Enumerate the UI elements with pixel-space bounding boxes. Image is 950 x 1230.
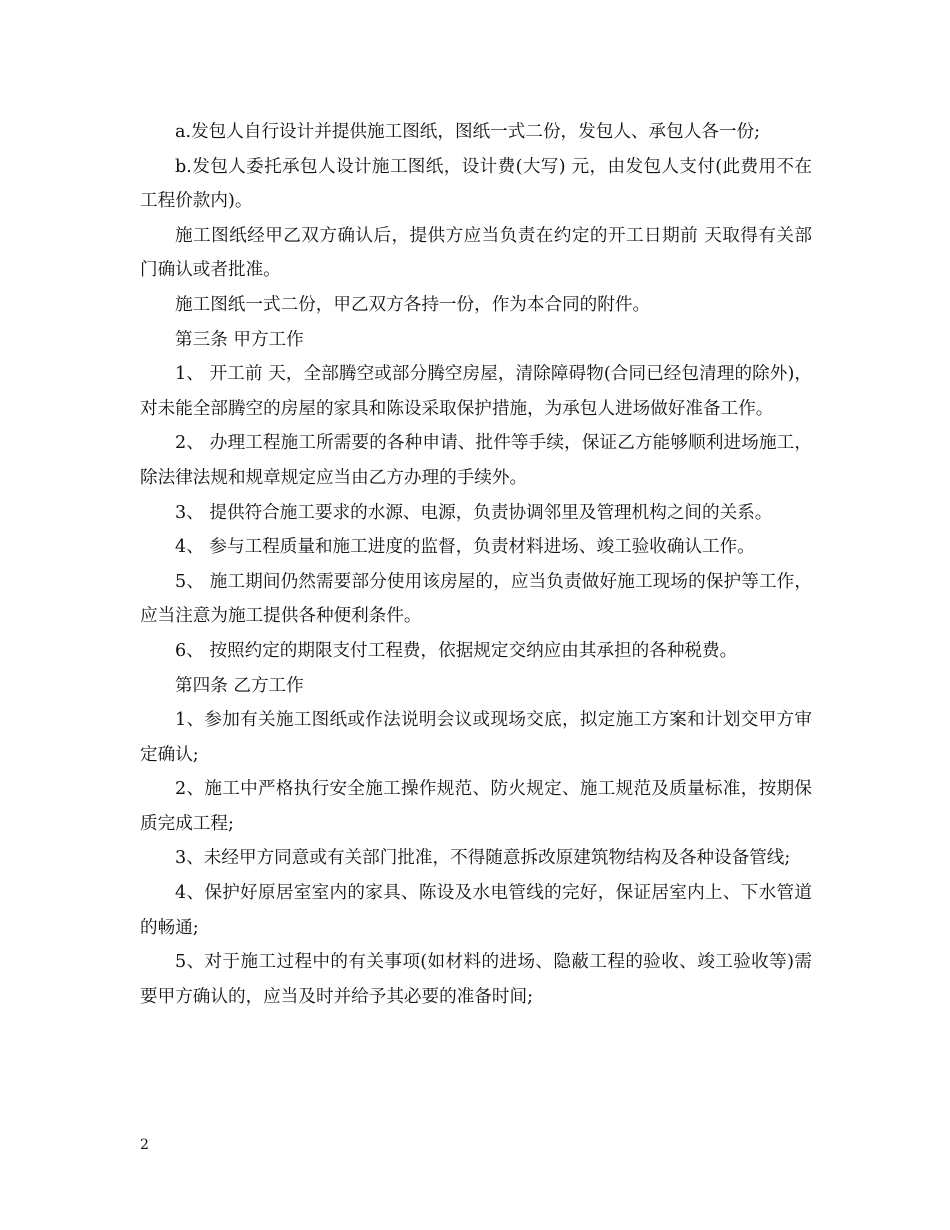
party-a-duty-1: 1、 开工前 天，全部腾空或部分腾空房屋，清除障碍物(合同已经包清理的除外)，对未能全部腾空的房屋的家具和陈设采取保护措施，为承包人进场做好准备工作。 [140, 364, 812, 419]
party-a-duty-5: 5、 施工期间仍然需要部分使用该房屋的，应当负责做好施工现场的保护等工作，应当注意为施工提供各种便利条件。 [140, 571, 812, 627]
party-b-duty-5: 5、对于施工过程中的有关事项(如材料的进场、隐蔽工程的验收、竣工验收等)需要甲方确认的，应当及时并给予其必要的准备时间; [140, 952, 812, 1007]
party-b-duty-4: 4、保护好原居室室内的家具、陈设及水电管线的完好，保证居室内上、下水管道的畅通; [140, 883, 812, 938]
party-b-duty-2: 2、施工中严格执行安全施工操作规范、防火规定、施工规范及质量标准，按期保质完成工程; [140, 779, 812, 834]
section-heading-party-a-duties: 第三条 甲方工作 [175, 329, 304, 350]
party-a-duty-3: 3、 提供符合施工要求的水源、电源，负责协调邻里及管理机构之间的关系。 [175, 502, 773, 523]
party-a-duty-4: 4、 参与工程质量和施工进度的监督，负责材料进场、竣工验收确认工作。 [175, 537, 755, 558]
party-b-duty-1: 1、参加有关施工图纸或作法说明会议或现场交底，拟定施工方案和计划交甲方审定确认; [140, 710, 812, 765]
party-a-duty-2: 2、 办理工程施工所需要的各种申请、批件等手续，保证乙方能够顺利进场施工，除法律法规和规章规定应当由乙方办理的手续外。 [140, 433, 812, 488]
paragraph-design-option-b: b.发包人委托承包人设计施工图纸，设计费(大写) 元，由发包人支付(此费用不在工程价款内)。 [140, 156, 812, 212]
page-number: 2 [140, 1137, 149, 1153]
section-heading-party-b-duties: 第四条 乙方工作 [175, 675, 304, 696]
party-b-duty-3: 3、未经甲方同意或有关部门批准，不得随意拆改原建筑物结构及各种设备管线; [175, 848, 791, 869]
paragraph-design-option-a: a.发包人自行设计并提供施工图纸，图纸一式二份，发包人、承包人各一份; [175, 122, 761, 142]
paragraph-drawing-approval: 施工图纸经甲乙双方确认后，提供方应当负责在约定的开工日期前 天取得有关部门确认或者批准。 [140, 225, 812, 281]
paragraph-drawing-copies: 施工图纸一式二份，甲乙双方各持一份，作为本合同的附件。 [175, 294, 651, 315]
party-a-duty-6: 6、 按照约定的期限支付工程费，依据规定交纳应由其承担的各种税费。 [175, 640, 738, 661]
document-body [140, 115, 812, 1014]
